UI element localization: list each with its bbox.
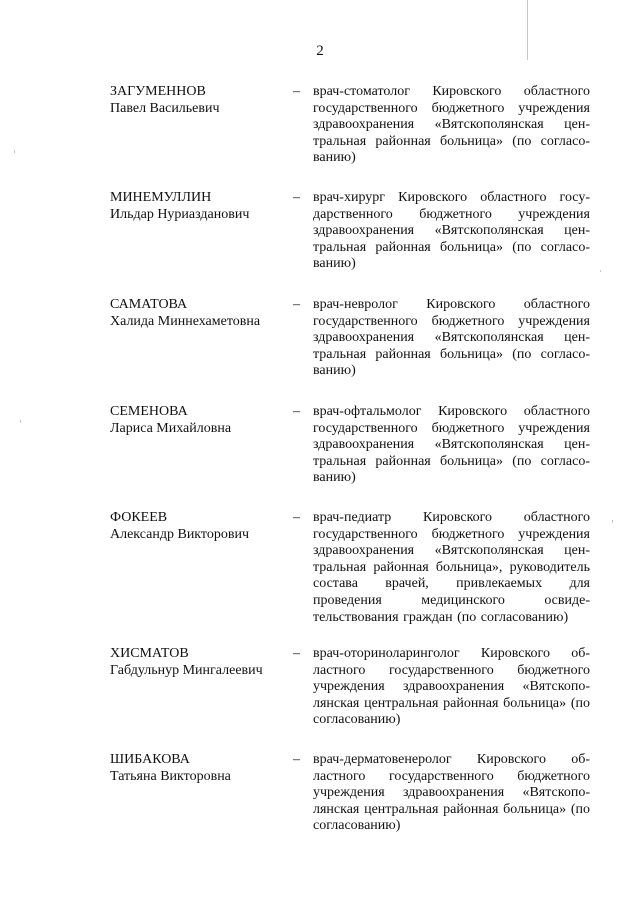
separator-dash: –	[293, 752, 300, 767]
person-surname: СЕМЕНОВА	[110, 404, 188, 419]
separator-dash: –	[293, 404, 300, 419]
person-role: врач-стоматолог Кировского областного государственного бюджетного учреждения здравоохранения «Вятскополянская центральная районная больница» (по согласованию)	[313, 84, 590, 166]
person-surname: МИНЕМУЛЛИН	[110, 190, 212, 205]
separator-dash: –	[293, 297, 300, 312]
person-surname: ШИБАКОВА	[110, 752, 190, 767]
person-surname: ХИСМАТОВ	[110, 646, 189, 661]
person-name	[110, 84, 290, 117]
person-given-names: Халида Миннехаметовна	[110, 313, 261, 329]
person-given-names: Татьяна Викторовна	[110, 768, 231, 784]
person-name	[110, 404, 290, 437]
person-given-names: Габдульнур Мингалеевич	[110, 662, 263, 678]
person-given-names: Лариса Михайловна	[110, 420, 232, 436]
person-name	[110, 510, 290, 543]
person-given-names: Павел Васильевич	[110, 100, 220, 116]
person-role: врач-невролог Кировского областного государственного бюджетного учреждения здравоохранения «Вятскополянская центральная районная больница» (по согласованию)	[313, 297, 590, 379]
scan-artifact-line	[527, 0, 528, 60]
person-role: врач-педиатр Кировского областного государственного бюджетного учреждения здравоохранения «Вятскополянская центральная районная больница», руководитель состава врачей, привлекаемых для проведения медицинского освидетельствования граждан (по согласованию)	[313, 510, 590, 625]
person-role: врач-дерматовенеролог Кировского областного государственного бюджетного учреждения здравоохранения «Вятскополянская центральная районная больница» (по согласованию)	[313, 752, 590, 834]
person-surname: ФОКЕЕВ	[110, 510, 168, 525]
person-role: врач-хирург Кировского областного государственного бюджетного учреждения здравоохранения «Вятскополянская центральная районная больница» (по согласованию)	[313, 190, 590, 272]
person-name	[110, 190, 290, 223]
page-number: 2	[316, 43, 324, 59]
person-role: врач-офтальмолог Кировского областного государственного бюджетного учреждения здравоохранения «Вятскополянская центральная районная больница» (по согласованию)	[313, 404, 590, 486]
person-given-names: Ильдар Нуриазданович	[110, 206, 250, 222]
person-name	[110, 646, 290, 679]
scan-artifact-dot	[600, 270, 601, 272]
person-name	[110, 297, 290, 330]
separator-dash: –	[293, 190, 300, 205]
scan-artifact-dot	[14, 150, 15, 153]
separator-dash: –	[293, 646, 300, 661]
separator-dash: –	[293, 510, 300, 525]
person-role: врач-оториноларинголог Кировского областного государственного бюджетного учреждения здравоохранения «Вятскополянская центральная районная больница» (по согласованию)	[313, 646, 590, 728]
scan-artifact-dot	[612, 520, 613, 523]
scan-artifact-dot	[20, 420, 21, 423]
separator-dash: –	[293, 84, 300, 99]
person-given-names: Александр Викторович	[110, 526, 250, 542]
person-name	[110, 752, 290, 785]
person-surname: ЗАГУМЕННОВ	[110, 84, 206, 99]
person-surname: САМАТОВА	[110, 297, 188, 312]
